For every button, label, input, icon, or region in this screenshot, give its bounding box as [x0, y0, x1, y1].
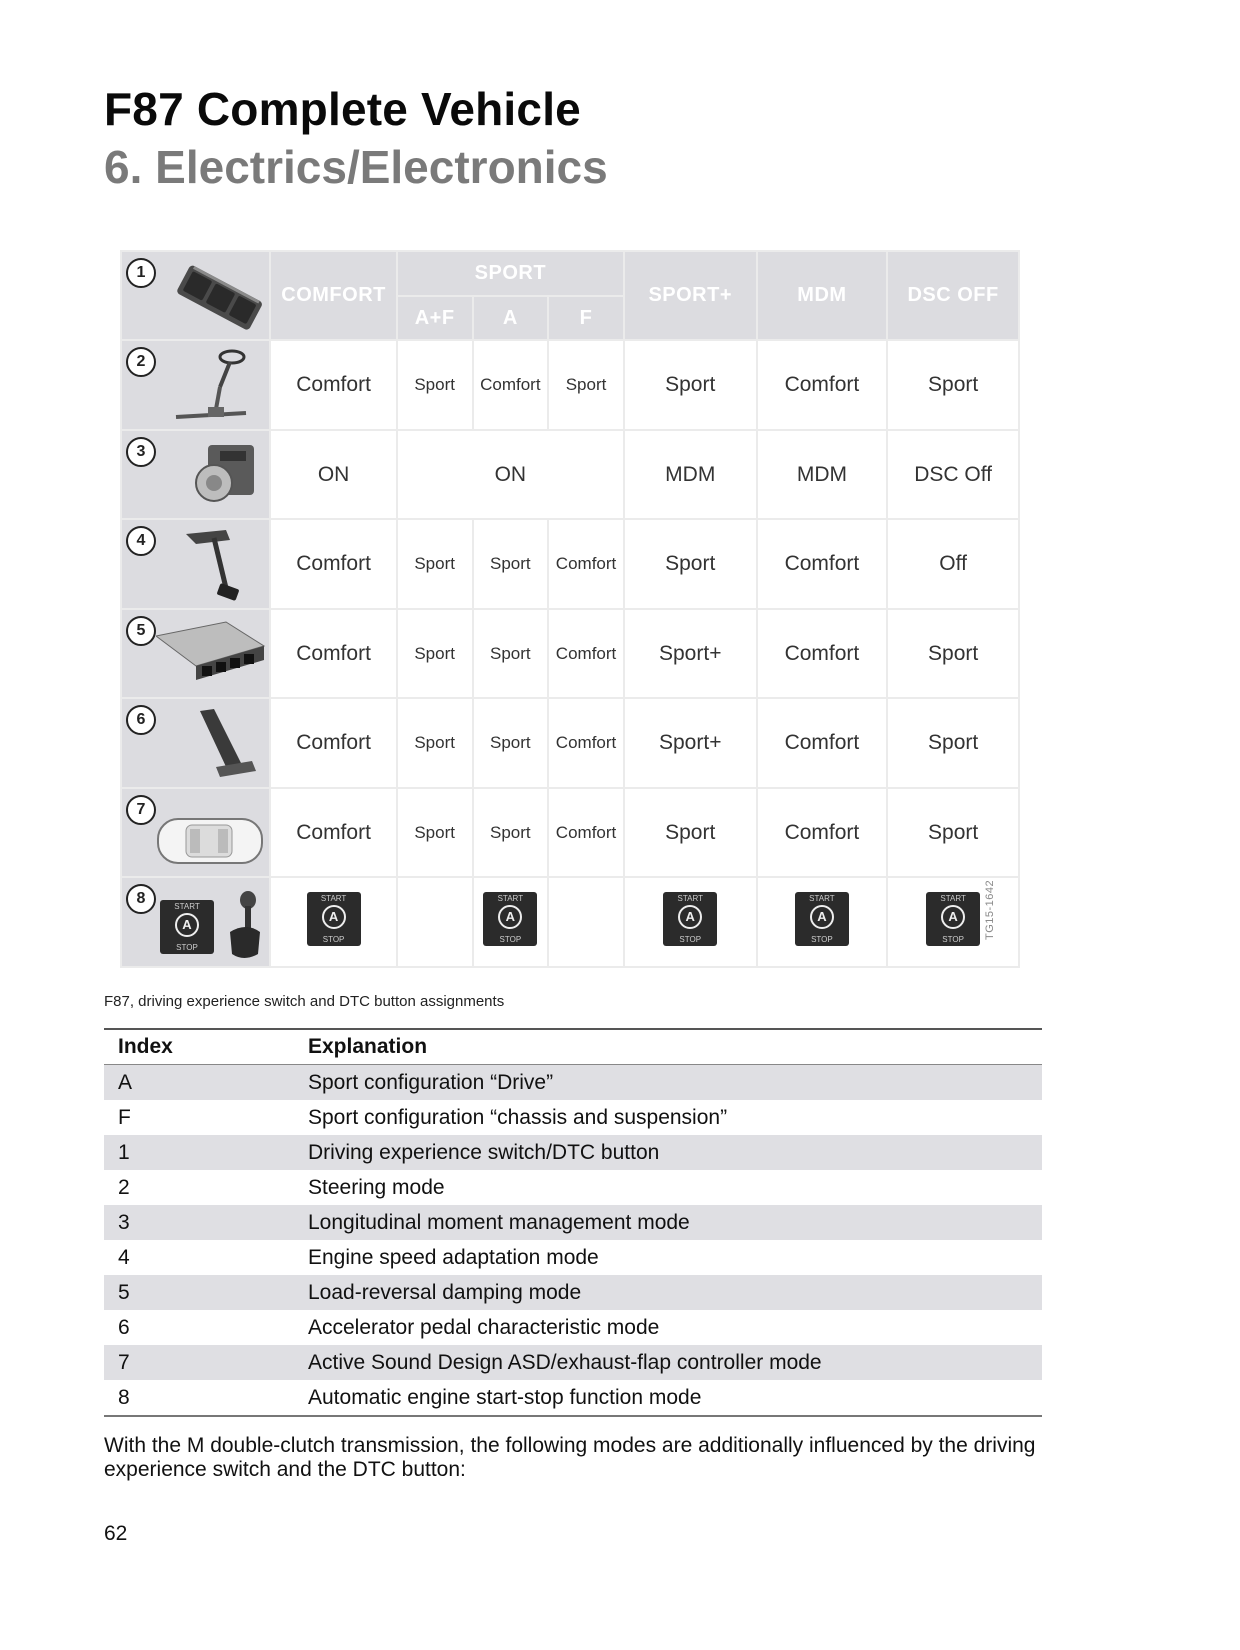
table-row: 8 Automatic engine start-stop function mode [104, 1380, 1042, 1416]
start-stop-button-icon: START A STOP [160, 900, 214, 954]
steering-illustration [156, 347, 266, 425]
cell-sport-af [397, 877, 473, 967]
row-number: 7 [126, 795, 156, 825]
cell-sport-af: Sport [397, 519, 473, 609]
engine-control-unit-illustration [156, 616, 266, 694]
table-row: 4 Engine speed adaptation mode [118, 1245, 599, 1269]
table-row: 5 Load-reversal damping mode [104, 1275, 1042, 1310]
dsc-unit-illustration [156, 437, 266, 515]
column-header-sport-af: A+F [397, 296, 473, 340]
cell-sport-f: Comfort [548, 519, 624, 609]
figure-caption: F87, driving experience switch and DTC button assignments [104, 993, 505, 1010]
cell-mdm: Comfort [757, 519, 888, 609]
column-header-comfort: COMFORT [270, 251, 397, 340]
row-number: 2 [126, 347, 156, 377]
column-header-sport-f: F [548, 296, 624, 340]
cell-sport-af: Sport [397, 340, 473, 430]
accelerator-pedal-illustration [156, 705, 266, 783]
row-number: 5 [126, 616, 156, 646]
cell-dsc-off: Sport [887, 788, 1019, 878]
cell-sport-f: Comfort [548, 698, 624, 788]
car-top-view-illustration [156, 795, 266, 873]
cell-sport-af: Sport [397, 609, 473, 699]
start-stop-button-icon: START A STOP [307, 892, 361, 946]
matrix-row [121, 609, 1019, 699]
cell-mdm: MDM [757, 430, 888, 520]
row-number: 6 [126, 705, 156, 735]
cell-sport-f [548, 877, 624, 967]
body-paragraph: With the M double-clutch transmission, the following modes are additionally influenced by the driving experience switch and the DTC button: [104, 1434, 1036, 1481]
clutch-pedal-illustration [156, 526, 266, 604]
table-row: A Sport configuration “Drive” [104, 1065, 1042, 1101]
matrix-row [121, 698, 1019, 788]
row-number: 8 [126, 884, 156, 914]
cell-mdm [757, 877, 888, 967]
row-3-header [121, 430, 270, 520]
cell-sport-plus: Sport+ [624, 609, 757, 699]
column-header-dsc-off: DSC OFF [887, 251, 1019, 340]
cell-sport-af: Sport [397, 698, 473, 788]
start-stop-button-icon: START A STOP [483, 892, 537, 946]
cell-mdm: Comfort [757, 698, 888, 788]
section-title: 6. Electrics/Electronics [104, 141, 608, 193]
column-header-sport-a: A [473, 296, 549, 340]
matrix-row [121, 877, 1019, 967]
cell-dsc-off: DSC Off [887, 430, 1019, 520]
cell-sport-plus: Sport [624, 519, 757, 609]
column-header-sport: SPORT [397, 251, 624, 296]
cell-sport-af: Sport [397, 788, 473, 878]
cell-sport-f: Comfort [548, 788, 624, 878]
row-number: 3 [126, 437, 156, 467]
start-stop-button-icon: START A STOP [663, 892, 717, 946]
cell-comfort: ON [270, 430, 397, 520]
row-5-header [121, 609, 270, 699]
cell-sport-plus: Sport+ [624, 698, 757, 788]
cell-sport-plus: MDM [624, 430, 757, 520]
cell-sport-plus: Sport [624, 340, 757, 430]
row-8-header [121, 877, 270, 967]
cell-comfort: Comfort [270, 609, 397, 699]
cell-sport-plus [624, 877, 757, 967]
cell-sport-a: Sport [473, 519, 549, 609]
explanation-column-header: Explanation [308, 1029, 1042, 1065]
matrix-row [121, 430, 1019, 520]
row-7-header [121, 788, 270, 878]
cell-comfort: Comfort [270, 340, 397, 430]
row-4-header [121, 519, 270, 609]
table-row: 6 Accelerator pedal characteristic mode [118, 1315, 660, 1339]
cell-sport: ON [397, 430, 624, 520]
matrix-row [121, 519, 1019, 609]
mode-matrix-figure [120, 250, 1020, 968]
cell-sport-f: Sport [548, 340, 624, 430]
cell-comfort [270, 877, 397, 967]
row-number: 1 [126, 258, 156, 288]
cell-mdm: Comfort [757, 340, 888, 430]
cell-dsc-off: Sport [887, 609, 1019, 699]
cell-comfort: Comfort [270, 519, 397, 609]
row-number: 4 [126, 526, 156, 556]
cell-sport-a: Sport [473, 788, 549, 878]
matrix-row [121, 788, 1019, 878]
table-row: 2 Steering mode [118, 1175, 445, 1199]
cell-dsc-off: Off [887, 519, 1019, 609]
cell-dsc-off: Sport [887, 340, 1019, 430]
cell-sport-plus: Sport [624, 788, 757, 878]
dtc-switch-illustration [156, 258, 266, 336]
cell-mdm: Comfort [757, 609, 888, 699]
start-stop-button-icon: START A STOP [795, 892, 849, 946]
page-number: 62 [104, 1522, 128, 1545]
cell-sport-a: Sport [473, 698, 549, 788]
start-stop-button-icon: START A STOP [926, 892, 980, 946]
cell-sport-a [473, 877, 549, 967]
cell-comfort: Comfort [270, 788, 397, 878]
row-6-header [121, 698, 270, 788]
gear-lever-icon [226, 890, 264, 962]
matrix-row [121, 340, 1019, 430]
cell-dsc-off [887, 877, 1019, 967]
cell-sport-a: Sport [473, 609, 549, 699]
index-table [104, 1028, 1042, 1417]
cell-sport-f: Comfort [548, 609, 624, 699]
cell-comfort: Comfort [270, 698, 397, 788]
row-1-header [121, 251, 270, 340]
figure-id: TG15-1642 [984, 879, 996, 940]
table-row: 3 Longitudinal moment management mode [104, 1205, 1042, 1240]
page-title: F87 Complete Vehicle [104, 83, 581, 135]
cell-sport-a: Comfort [473, 340, 549, 430]
table-row: 7 Active Sound Design ASD/exhaust-flap controller mode [104, 1345, 1042, 1380]
column-header-sport-plus: SPORT+ [624, 251, 757, 340]
row-2-header [121, 340, 270, 430]
cell-dsc-off: Sport [887, 698, 1019, 788]
cell-mdm: Comfort [757, 788, 888, 878]
table-row: F Sport configuration “chassis and suspension” [118, 1105, 728, 1129]
column-header-mdm: MDM [757, 251, 888, 340]
index-column-header: Index [104, 1029, 308, 1065]
table-row: 1 Driving experience switch/DTC button [104, 1135, 1042, 1170]
